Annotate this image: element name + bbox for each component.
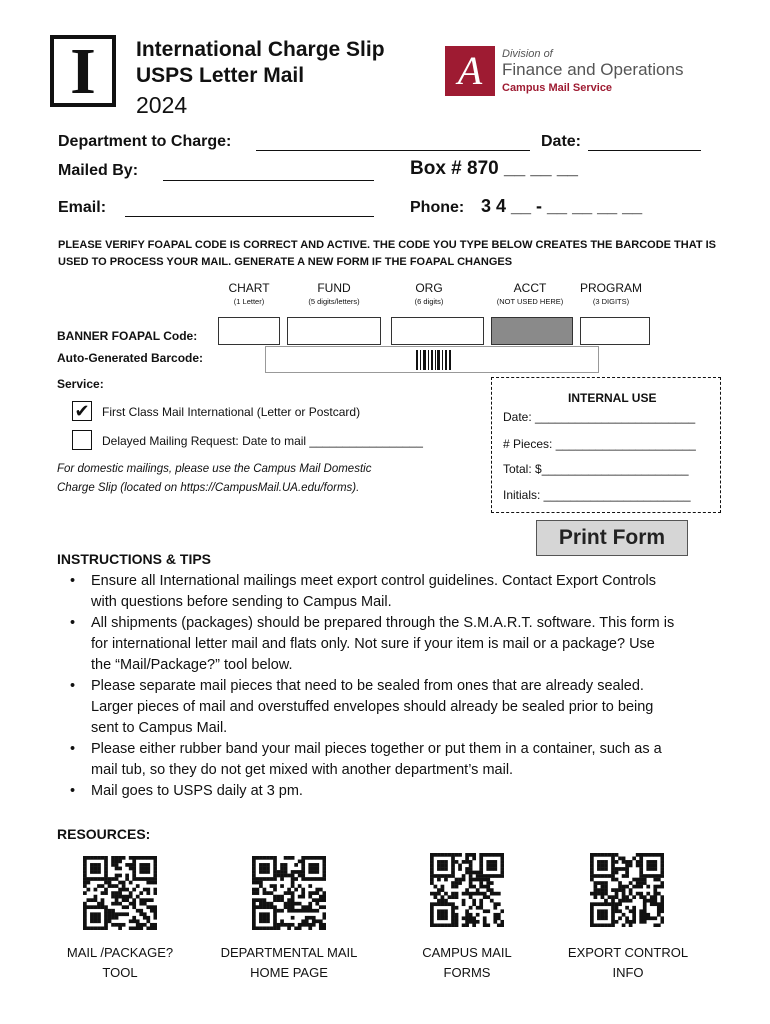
col-fund-header: FUND: [317, 281, 351, 295]
barcode-label: Auto-Generated Barcode:: [57, 351, 204, 365]
col-org-header: ORG: [415, 281, 443, 295]
logo-division-text: Division of: [502, 48, 553, 60]
internal-initials: Initials: ______________________: [503, 488, 691, 502]
phone-input[interactable]: 3 4 __ - __ __ __ __: [481, 196, 643, 216]
instruction-item: • All shipments (packages) should be prepared through the S.M.A.R.T. software. This form is for international letter mail and flats only. Not sure if your item is mail or a package? Use the “Mail/Package?” tool below.: [68, 613, 678, 676]
qr-code-campus-mail-forms[interactable]: [430, 853, 504, 927]
date-input[interactable]: [588, 150, 701, 151]
barcode-image: [416, 350, 452, 370]
internal-date: Date: ________________________: [503, 410, 696, 424]
print-form-button[interactable]: Print Form: [536, 520, 688, 556]
org-input[interactable]: [391, 317, 484, 345]
instruction-item: • Please either rubber band your mail pieces together or put them in a container, such as a mail tub, so they do not get mixed with another department’s mail.: [68, 739, 678, 781]
instruction-item: • Ensure all International mailings meet export control guidelines. Contact Export Controls with questions before sending to Campus Mail.: [68, 571, 678, 613]
caption-line2: INFO: [612, 965, 644, 980]
phone-label: Phone:: [410, 199, 465, 216]
logo-service-text: Campus Mail Service: [502, 82, 613, 94]
qr-code-icon: [83, 856, 157, 930]
internal-pieces: # Pieces: _____________________: [503, 437, 696, 451]
resource-caption-export-control: [548, 943, 708, 983]
form-year: 2024: [136, 92, 188, 118]
col-chart-sub: (1 Letter): [233, 297, 265, 306]
acct-input-disabled: [491, 317, 573, 345]
resource-caption-mail-package: [40, 943, 200, 983]
program-input[interactable]: [580, 317, 650, 345]
form-subtitle: USPS Letter Mail: [136, 64, 305, 87]
qr-code-mail-package[interactable]: [83, 856, 157, 930]
domestic-note-line2: Charge Slip (located on https://CampusMail.UA.edu/forms).: [57, 482, 360, 494]
delayed-mailing-checkbox[interactable]: [72, 430, 92, 450]
first-class-checkbox[interactable]: ✔: [72, 401, 92, 421]
instruction-item: • Please separate mail pieces that need to be sealed from ones that are already sealed. Larger pieces of mail and overstuffed envelopes should already be sealed prior to being sent to Campus Mail.: [68, 676, 678, 739]
caption-line2: FORMS: [443, 965, 491, 980]
first-class-option-label: First Class Mail International (Letter or Postcard): [102, 405, 361, 419]
col-org-sub: (6 digits): [414, 297, 444, 306]
resource-caption-campus-mail-forms: [387, 943, 547, 983]
col-chart-header: CHART: [228, 281, 270, 295]
caption-line1: EXPORT CONTROL: [567, 945, 689, 960]
box-number-field[interactable]: Box # 870 __ __ __: [410, 158, 578, 179]
delayed-mailing-option-label: Delayed Mailing Request: Date to mail _________________: [102, 434, 423, 448]
date-label: Date:: [541, 133, 582, 150]
foapal-notice: PLEASE VERIFY FOAPAL CODE IS CORRECT AND ACTIVE. THE CODE YOU TYPE BELOW CREATES THE BARCODE THAT IS USED TO PROCESS YOUR MAIL. GENERATE A NEW FORM IF THE FOAPAL CHANGES: [58, 239, 717, 268]
email-input[interactable]: [125, 216, 374, 217]
instructions-list: [68, 571, 678, 802]
form-letter-badge: I: [50, 35, 116, 107]
internal-total: Total: $______________________: [503, 462, 689, 476]
department-input[interactable]: [256, 150, 530, 151]
chart-input[interactable]: [218, 317, 280, 345]
internal-use-title: INTERNAL USE: [568, 391, 657, 405]
caption-line2: TOOL: [102, 965, 138, 980]
caption-line1: MAIL /PACKAGE?: [66, 945, 174, 960]
caption-line1: CAMPUS MAIL: [422, 945, 512, 960]
department-label: Department to Charge:: [58, 133, 232, 150]
domestic-note-line1: For domestic mailings, please use the Campus Mail Domestic: [57, 463, 372, 475]
qr-code-export-control[interactable]: [590, 853, 664, 927]
service-label: Service:: [57, 377, 104, 391]
qr-code-icon: [252, 856, 326, 930]
col-program-sub: (3 DIGITS): [592, 297, 630, 306]
email-label: Email:: [58, 199, 107, 216]
qr-code-icon: [430, 853, 504, 927]
mailed-by-label: Mailed By:: [58, 162, 139, 179]
resources-heading: RESOURCES:: [57, 826, 151, 842]
qr-code-departmental-mail[interactable]: [252, 856, 326, 930]
university-logo: A: [445, 46, 495, 96]
caption-line1: DEPARTMENTAL MAIL: [220, 945, 358, 960]
qr-code-icon: [590, 853, 664, 927]
col-fund-sub: (5 digits/letters): [308, 297, 360, 306]
col-acct-sub: (NOT USED HERE): [496, 297, 564, 306]
form-title: International Charge Slip: [136, 38, 385, 61]
instruction-item: • Mail goes to USPS daily at 3 pm.: [68, 781, 678, 802]
col-acct-header: ACCT: [513, 281, 547, 295]
mailed-by-input[interactable]: [163, 180, 374, 181]
fund-input[interactable]: [287, 317, 381, 345]
resource-caption-departmental-mail: [209, 943, 369, 983]
foapal-code-label: BANNER FOAPAL Code:: [57, 329, 198, 343]
instructions-heading: INSTRUCTIONS & TIPS: [57, 551, 212, 567]
logo-name-text: Finance and Operations: [502, 60, 684, 79]
caption-line2: HOME PAGE: [250, 965, 328, 980]
col-program-header: PROGRAM: [579, 281, 642, 295]
